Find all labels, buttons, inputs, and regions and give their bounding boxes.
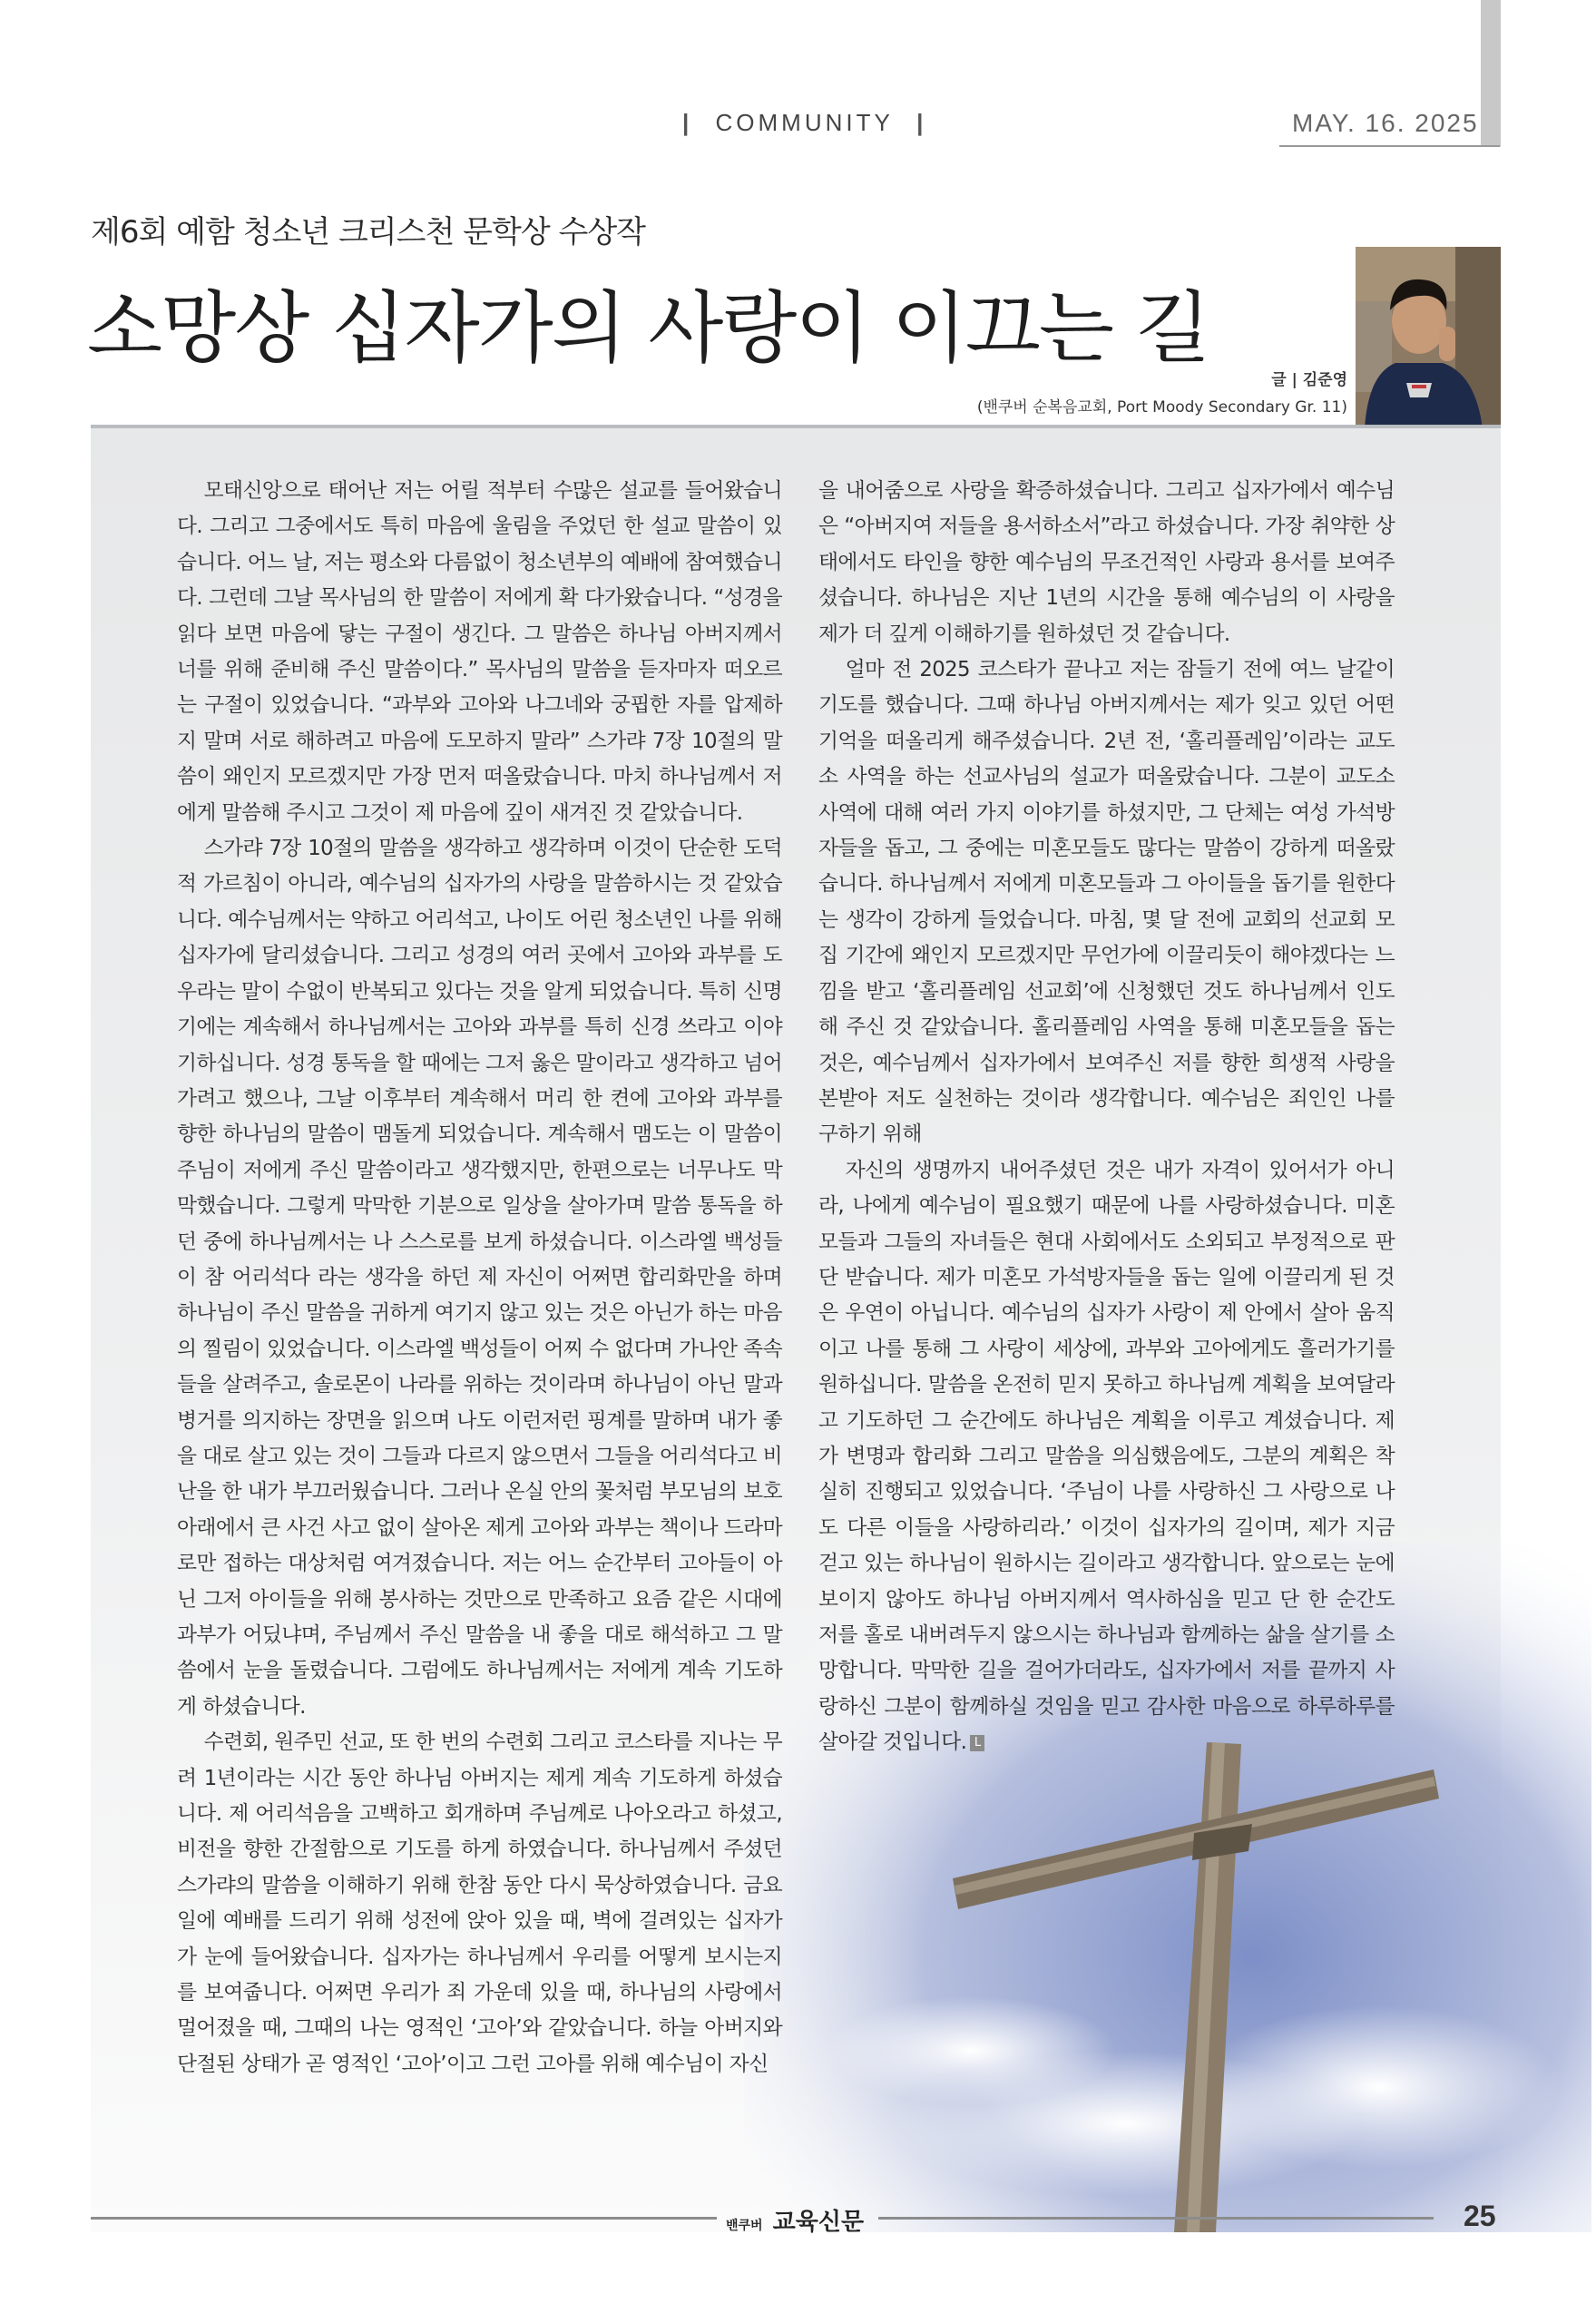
- brand-name: 교육신문: [772, 2209, 865, 2236]
- brand-prefix: 밴쿠버: [726, 2219, 763, 2233]
- article-column-right: [818, 474, 1395, 1761]
- article-title: 소망상 십자가의 사랑이 이끄는 길: [87, 283, 1209, 374]
- paragraph: 스가랴 7장 10절의 말씀을 생각하고 생각하며 이것이 단순한 도덕적 가르침이 아니라, 예수님의 십자가의 사랑을 말씀하시는 것 같았습니다. 예수님께서는 약하고 어리석고, 나이도 어린 청소년인 나를 위해 십자가에 달리셨습니다. 그리고 성경의 여러 곳에서 고아와 과부를 도우라는 말이 수없이 반복되고 있다는 것을 알게 되었습니다. 특히 신명기에는 계속해서 하나님께서는 고아와 과부를 특히 신경 쓰라고 이야기하십니다. 성경 통독을 할 때에는 그저 옳은 말이라고 생각하고 넘어가려고 했으나, 그날 이후부터 계속해서 머리 한 켠에 고아와 과부를 향한 하나님의 말씀이 맴돌게 되었습니다. 계속해서 맴도는 이 말씀이 주님이 저에게 주신 말씀이라고 생각했지만, 한편으로는 너무나도 막막했습니다. 그렇게 막막한 기분으로 일상을 살아가며 말씀 통독을 하던 중에 하나님께서는 나 스스로를 보게 하셨습니다. 이스라엘 백성들이 참 어리석다 라는 생각을 하던 제 자신이 어쩌면 합리화만을 하며 하나님이 주신 말씀을 귀하게 여기지 않고 있는 것은 아닌가 하는 마음의 찔림이 있었습니다. 이스라엘 백성들이 어찌 수 없다며 가나안 족속들을 살려주고, 솔로몬이 나라를 위하는 것이라며 하나님이 아닌 말과 병거를 의지하는 장면을 읽으며 나도 이런저런 핑계를 말하며 내가 좋을 대로 살고 있는 것이 그들과 다르지 않으면서 그들을 어리석다고 비난을 한 내가 부끄러웠습니다. 그러나 온실 안의 꽃처럼 부모님의 보호 아래에서 큰 사건 사고 없이 살아온 제게 고아와 과부는 책이나 드라마로만 접하는 대상처럼 여겨졌습니다. 저는 어느 순간부터 고아들이 아닌 그저 아이들을 위해 봉사하는 것만으로 만족하고 요즘 같은 시대에 과부가 어딨냐며, 주님께서 주신 말씀을 내 좋을 대로 해석하고 그 말씀에서 눈을 돌렸습니다. 그럼에도 하나님께서는 저에게 계속 기도하게 하셨습니다.: [177, 837, 782, 1719]
- footer-rule-right: [878, 2217, 1434, 2220]
- edge-stripe: [1481, 0, 1501, 147]
- paragraph-text: 자신의 생명까지 내어주셨던 것은 내가 자격이 있어서가 아니라, 나에게 예수님이 필요했기 때문에 나를 사랑하셨습니다. 미혼모들과 그들의 자녀들은 현대 사회에서도 소외되고 부정적으로 판단 받습니다. 제가 미혼모 가석방자들을 돕는 일에 이끌리게 된 것은 우연이 아닙니다. 예수님의 십자가 사랑이 제 안에서 살아 움직이고 나를 통해 그 사랑이 세상에, 과부와 고아에게도 흘러가기를 원하십니다. 말씀을 온전히 믿지 못하고 하나님께 계획을 보여달라고 기도하던 그 순간에도 하나님은 계획을 이루고 계셨습니다. 제가 변명과 합리화 그리고 말씀을 의심했음에도, 그분의 계획은 착실히 진행되고 있었습니다. ‘주님이 나를 사랑하신 그 사랑으로 나도 다른 이들을 사랑하리라.’ 이것이 십자가의 길이며, 제가 지금 걷고 있는 하나님이 원하시는 길이라고 생각합니다. 앞으로는 눈에 보이지 않아도 하나님 아버지께서 역사하심을 믿고 단 한 순간도 저를 홀로 내버려두지 않으시는 하나님과 함께하는 삶을 살기를 소망합니다. 막막한 길을 걸어가더라도, 십자가에서 저를 끝까지 사랑하신 그분이 함께하실 것임을 믿고 감사한 마음으로 하루하루를 살아갈 것입니다.: [818, 1158, 1395, 1755]
- author-affiliation: (밴쿠버 순복음교회, Port Moody Secondary Gr. 11): [976, 398, 1347, 417]
- author-portrait-image: [1356, 247, 1501, 428]
- article-column-left: [177, 474, 782, 2083]
- section-divider-right: |: [916, 109, 927, 136]
- page-number: 25: [1464, 2200, 1496, 2232]
- article-subtitle: 제6회 예함 청소년 크리스천 문학상 수상작: [91, 214, 646, 250]
- issue-date: MAY. 16. 2025: [1292, 109, 1479, 137]
- section-label: [682, 109, 926, 137]
- paragraph: 얼마 전 2025 코스타가 끝나고 저는 잠들기 전에 여느 날같이 기도를 했습니다. 그때 하나님 아버지께서는 제가 잊고 있던 어떤 기억을 떠올리게 해주셨습니다. 2년 전, ‘홀리플레임’이라는 교도소 사역을 하는 선교사님의 설교가 떠올랐습니다. 그분이 교도소 사역에 대해 여러 가지 이야기를 하셨지만, 그 단체는 여성 가석방자들을 돕고, 그 중에는 미혼모들도 많다는 말씀이 강하게 떠올랐습니다. 하나님께서 저에게 미혼모들과 그 아이들을 돕기를 원한다는 생각이 강하게 들었습니다. 마침, 몇 달 전에 교회의 선교회 모집 기간에 왜인지 모르겠지만 무언가에 이끌리듯이 해야겠다는 느낌을 받고 ‘홀리플레임 선교회’에 신청했던 것도 하나님께서 인도해 주신 것 같았습니다. 홀리플레임 사역을 통해 미혼모들을 돕는 것은, 예수님께서 십자가에서 보여주신 저를 향한 희생적 사랑을 본받아 저도 실천하는 것이라 생각합니다. 예수님은 죄인인 나를 구하기 위해: [818, 658, 1395, 1147]
- footer-brand: [726, 2203, 864, 2237]
- footer-rule-left: [91, 2217, 717, 2220]
- paragraph: 수련회, 원주민 선교, 또 한 번의 수련회 그리고 코스타를 지나는 무려 1년이라는 시간 동안 하나님 아버지는 제게 계속 기도하게 하셨습니다. 제 어리석음을 고백하고 회개하며 주님께로 나아오라고 하셨고, 비전을 향한 간절함으로 기도를 하게 하였습니다. 하나님께서 주셨던 스가랴의 말씀을 이해하기 위해 한참 동안 다시 묵상하였습니다. 금요일에 예배를 드리기 위해 성전에 앉아 있을 때, 벽에 걸려있는 십자가가 눈에 들어왔습니다. 십자가는 하나님께서 우리를 어떻게 보시는지를 보여줍니다. 어쩌면 우리가 죄 가운데 있을 때, 하나님의 사랑에서 멀어졌을 때, 그때의 나는 영적인 ‘고아’와 같았습니다. 하늘 아버지와 단절된 상태가 곧 영적인 ‘고아’이고 그런 고아를 위해 예수님이 자신: [177, 1730, 782, 2076]
- author-byline: 글 | 김준영: [1271, 371, 1347, 389]
- paragraph: 모태신앙으로 태어난 저는 어릴 적부터 수많은 설교를 들어왔습니다. 그리고 그중에서도 특히 마음에 울림을 주었던 한 설교 말씀이 있습니다. 어느 날, 저는 평소와 다름없이 청소년부의 예배에 참여했습니다. 그런데 그날 목사님의 한 말씀이 저에게 확 다가왔습니다. “성경을 읽다 보면 마음에 닿는 구절이 생긴다. 그 말씀은 하나님 아버지께서 너를 위해 준비해 주신 말씀이다.” 목사님의 말씀을 듣자마자 떠오르는 구절이 있었습니다. “과부와 고아와 나그네와 궁핍한 자를 압제하지 말며 서로 해하려고 마음에 도모하지 말라” 스가랴 7장 10절의 말씀이 왜인지 모르겠지만 가장 먼저 떠올랐습니다. 마치 하나님께서 저에게 말씀해 주시고 그것이 제 마음에 깊이 새겨진 것 같았습니다.: [177, 479, 782, 825]
- author-photo: [1356, 247, 1501, 428]
- paragraph-last: [818, 1153, 1395, 1761]
- date-underline: [1279, 145, 1500, 147]
- end-mark-icon: L: [970, 1735, 984, 1751]
- paragraph: 을 내어줌으로 사랑을 확증하셨습니다. 그리고 십자가에서 예수님은 “아버지여 저들을 용서하소서”라고 하셨습니다. 가장 취약한 상태에서도 타인을 향한 예수님의 무조건적인 사랑과 용서를 보여주셨습니다. 하나님은 지난 1년의 시간을 통해 예수님의 이 사랑을 제가 더 깊게 이해하기를 원하셨던 것 같습니다.: [818, 479, 1395, 646]
- section-divider-left: |: [682, 109, 693, 136]
- section-name: COMMUNITY: [715, 109, 894, 136]
